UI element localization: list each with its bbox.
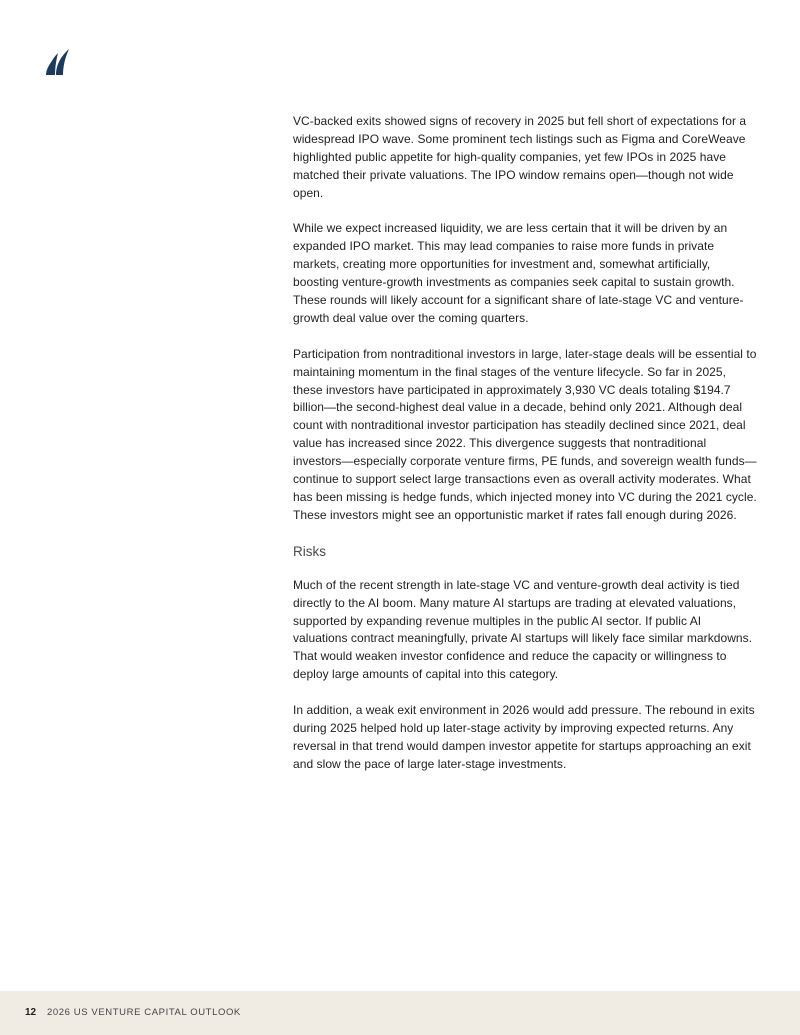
page-footer: [0, 991, 800, 1035]
body-paragraph: While we expect increased liquidity, we are less certain that it will be driven by an expanded IPO market. This may lead companies to raise more funds in private markets, creating more opportunities for investment and, somewhat artificially, boosting venture-growth investments as companies seek capital to sustain growth. These rounds will likely account for a significant share of late-stage VC and venture-growth deal value over the coming quarters.: [293, 221, 744, 325]
body-paragraph: VC-backed exits showed signs of recovery in 2025 but fell short of expectations for a widespread IPO wave. Some prominent tech listings such as Figma and CoreWeave highlighted public appetite for high-quality companies, yet few IPOs in 2025 have matched their private valuations. The IPO window remains open—though not wide open.: [293, 114, 747, 200]
page-number: 12: [25, 1007, 37, 1018]
section-heading-risks: Risks: [293, 543, 326, 559]
main-content: [293, 113, 758, 792]
body-paragraph: Participation from nontraditional investors in large, later-stage deals will be essential to maintaining momentum in the final stages of the venture lifecycle. So far in 2025, these investors have participated in approximately 3,930 VC deals totaling $194.7 billion—the second-highest deal value in a decade, behind only 2021. Although deal count with nontraditional investor participation has steadily declined since 2021, deal value has increased since 2022. This divergence suggests that nontraditional investors—especially corporate venture firms, PE funds, and sovereign wealth funds—continue to support select large transactions even as overall activity moderates. What has been missing is hedge funds, which injected money into VC during the 2021 cycle. These investors might see an opportunistic market if rates fall enough during 2026.: [293, 346, 757, 522]
risks-paragraph: Much of the recent strength in late-stage VC and venture-growth deal activity is tied directly to the AI boom. Many mature AI startups are trading at elevated valuations, supported by expanding revenue multiples in the public AI sector. If public AI valuations contract meaningfully, private AI startups will likely face similar markdowns. That would weaken investor confidence and reduce the capacity or willingness to deploy large amounts of capital into this category.: [293, 577, 753, 682]
sail-logo-icon: [46, 49, 70, 75]
risks-paragraph: In addition, a weak exit environment in 2026 would add pressure. The rebound in exits during 2025 helped hold up later-stage activity by improving expected returns. Any reversal in that trend would dampen investor appetite for startups approaching an exit and slow the pace of large later-stage investments.: [293, 703, 755, 771]
report-title: 2026 US VENTURE CAPITAL OUTLOOK: [47, 1007, 241, 1018]
